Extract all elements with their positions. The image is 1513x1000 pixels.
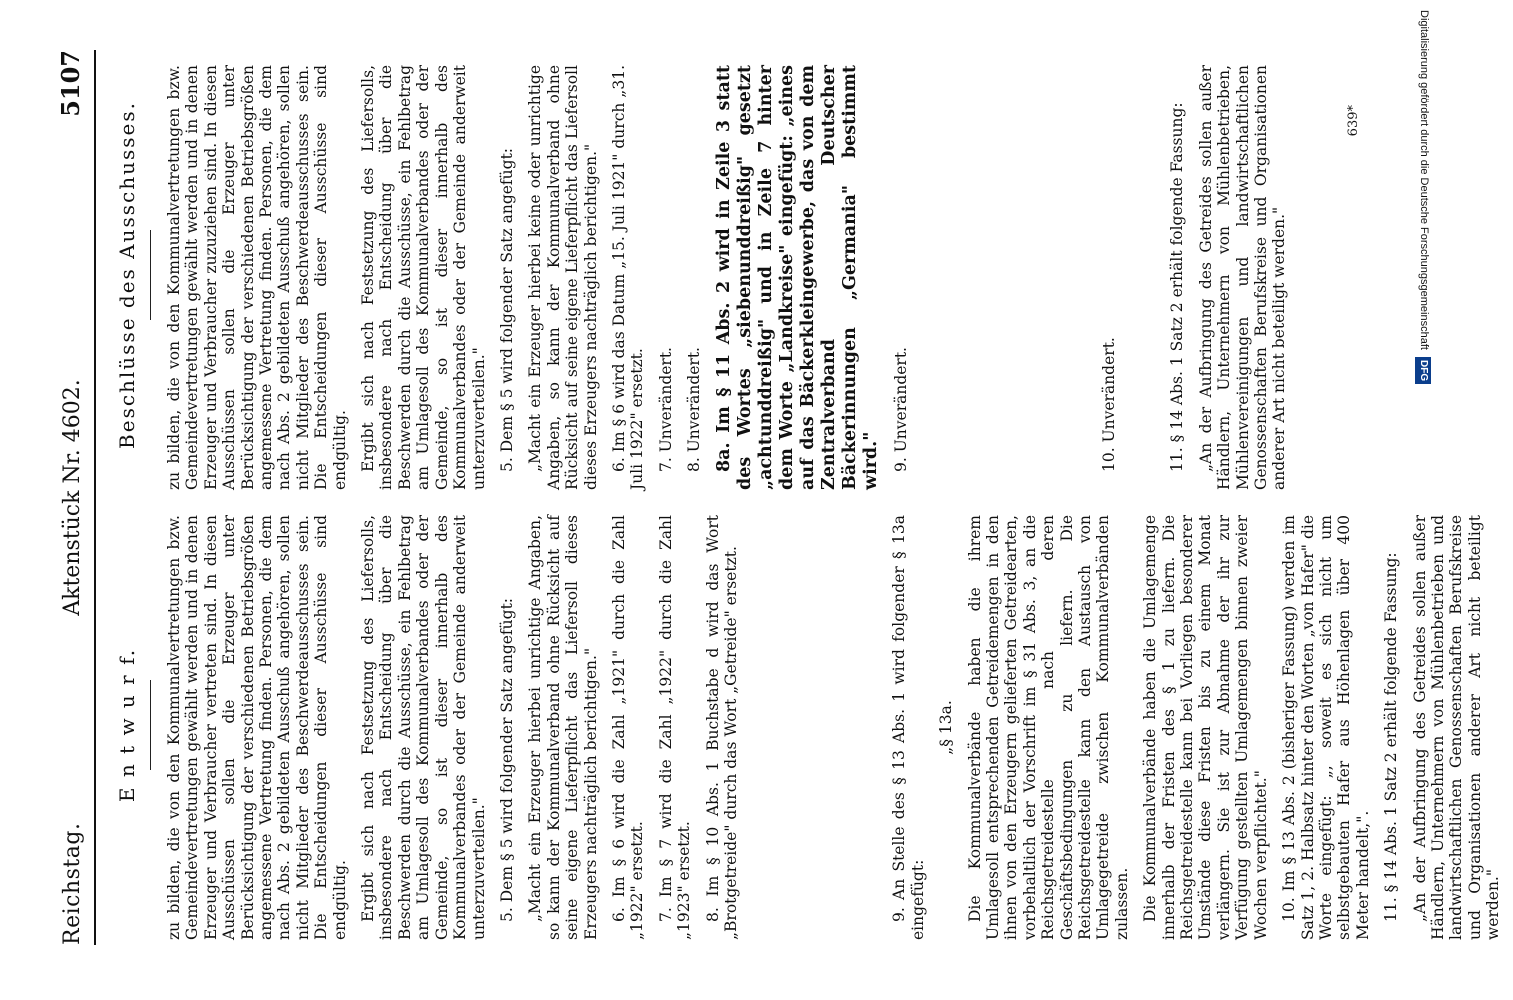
- paragraph: 5. Dem § 5 wird folgender Satz angefügt:: [497, 597, 516, 922]
- paragraph: 6. Im § 6 wird das Datum „15. Juli 1921" durch „31. Juli 1922" ersetzt.: [609, 65, 647, 490]
- spacer: [1060, 65, 1100, 490]
- right-column: [165, 65, 1299, 490]
- spacer: [920, 65, 1060, 490]
- section-title: „§ 13a.: [937, 700, 956, 755]
- dfg-logo: DFG: [1415, 357, 1431, 384]
- left-column: [165, 515, 1513, 940]
- paragraph: 10. Unverändert.: [1099, 337, 1118, 472]
- spacer: [1128, 65, 1168, 490]
- paragraph: 7. Im § 7 wird die Zahl „1922" durch die Zahl „1923" ersetzt.: [656, 515, 694, 940]
- paragraph: 11. § 14 Abs. 1 Satz 2 erhält folgende Fassung:: [1168, 102, 1187, 472]
- paragraph: „An der Aufbringung des Getreides sollen außer Händlern, Unternehmern von Mühlenbetrieben, Mühlenvereinigungen und landwirtschaftlichen Genossenschaften Berufskreise und Organisationen anderer Art nicht beteiligt werden.": [1196, 65, 1289, 490]
- digitization-text: Digitalisierung gefördert durch die Deutsche Forschungsgemeinschaft: [1418, 10, 1430, 350]
- paragraph: „Macht ein Erzeuger hierbei unrichtige Angaben, so kann der Kommunalverband ohne Rücksicht auf seine eigene Lieferpflicht das Liefersoll dieses Erzeugers nachträglich berichtigen.": [526, 515, 600, 940]
- paragraph: Die Kommunalverbände haben die Umlagemenge innerhalb der Fristen des § 1 zu liefern. Die Reichsgetreidestelle kann bei Vorliegen besonderer Umstände diese Fristen bis zu einem Monat verlängern. Sie ist zur Abnahme der ihr zur Verfügung gestellten Umlagemengen binnen zweier Wochen verpflichtet.": [1141, 515, 1270, 940]
- paragraph: 9. Unverändert.: [891, 347, 910, 472]
- header-page-number: 5107: [56, 50, 85, 117]
- paragraph: zu bilden, die von den Kommunalvertretungen bzw. Gemeindevertretungen gewählt werden und in denen Erzeuger und Verbraucher vertreten sind. In diesen Ausschüssen sollen die Erzeuger unter Berücksichtigung der verschiedenen Betriebsgrößen angemessene Vertretung finden. Personen, die dem nach Abs. 2 gebildeten Ausschuß angehören, sollen nicht Mitglieder des Beschwerdeausschusses sein. Die Entscheidungen dieser Ausschüsse sind endgültig.: [165, 515, 349, 940]
- header-aktenstueck: Aktenstück Nr. 4602.: [60, 379, 85, 616]
- paragraph: Die Kommunalverbände haben die ihrem Umlagesoll entsprechenden Getreidemengen in den ihnen von den Erzeugern gelieferten Getreidearten, vorbehaltlich der Vorschrift im § 31 Abs. 3, an die Reichsgetreidestelle nach deren Geschäftsbedingungen zu liefern. Die Reichsgetreidestelle kann den Austausch von Umlagegetreide zwischen Kommunalverbänden zulassen.: [965, 515, 1131, 940]
- paragraph: 11. § 14 Abs. 1 Satz 2 erhält folgende Fassung:: [1382, 552, 1401, 922]
- paragraph: „Macht ein Erzeuger hierbei keine oder unrichtige Angaben, so kann der Kommunalverband ohne Rücksicht auf seine eigene Lieferpflicht das Liefersoll dieses Erzeugers nachträglich berichtigen.": [526, 65, 600, 490]
- paragraph: „An der Aufbringung des Getreides sollen außer Händlern, Unternehmern von Mühlenbetrieben und landwirtschaftlichen Genossenschaften Berufskreise und Organisationen anderer Art nicht beteiligt werden.": [1410, 515, 1503, 940]
- paragraph: 9. An Stelle des § 13 Abs. 1 wird folgender § 13a eingefügt:: [890, 515, 927, 940]
- sheet-number: 639*: [1346, 105, 1361, 137]
- header-reichstag: Reichstag.: [60, 822, 85, 945]
- paragraph: 10. Im § 13 Abs. 2 (bisheriger Fassung) werden im Satz 1, 2. Halbsatz hinter den Worten „von Hafer" die Worte eingefügt: „, soweit es sich nicht um selbstgebauten Hafer aus Höhenlagen über 400 Meter handelt,".: [1280, 515, 1372, 940]
- paragraph: 7. Unverändert.: [656, 347, 675, 472]
- right-column-heading: Beschlüsse des Ausschusses.: [115, 101, 139, 449]
- paragraph: Ergibt sich nach Festsetzung des Liefersolls, insbesondere nach Entscheidung über die Beschwerden durch die Ausschüsse, ein Fehlbetrag am Umlagesoll des Kommunalverbandes oder der Gemeinde, so ist dieser innerhalb des Kommunalverbandes oder der Gemeinde anderweit unterzuverteilen.": [359, 65, 488, 490]
- left-column-heading: E n t w u r f.: [115, 647, 139, 803]
- paragraph: 8. Im § 10 Abs. 1 Buchstabe d wird das Wort „Brotgetreide" durch das Wort „Getreide" ersetzt.: [703, 515, 740, 940]
- paragraph: 5. Dem § 5 wird folgender Satz angefügt:: [497, 147, 516, 472]
- paragraph: Ergibt sich nach Festsetzung des Liefersolls, insbesondere nach Entscheidung über die Beschwerden durch die Ausschüsse, ein Fehlbetrag am Umlagesoll des Kommunalverbandes oder der Gemeinde, so ist dieser innerhalb des Kommunalverbandes oder der Gemeinde anderweit unterzuverteilen.": [359, 515, 488, 940]
- paragraph: zu bilden, die von den Kommunalvertretungen bzw. Gemeindevertretungen gewählt werden und in denen Erzeuger und Verbraucher zuzuziehen sind. In diesen Ausschüssen sollen die Erzeuger unter Berücksichtigung der verschiedenen Betriebsgrößen angemessene Vertretung finden. Personen, die dem nach Abs. 2 gebildeten Ausschuß angehören, sollen nicht Mitglieder des Beschwerdeausschusses sein. Die Entscheidungen dieser Ausschüsse sind endgültig.: [165, 65, 349, 490]
- paragraph: 8. Unverändert.: [685, 347, 704, 472]
- left-heading-rule: [150, 680, 151, 770]
- paragraph-amendment-8a: 8a. Im § 11 Abs. 2 wird in Zeile 3 statt des Wortes „siebenunddreißig" gesetzt „achtunddreißig" und in Zeile 7 hinter dem Worte „Landkreise" eingefügt: „eines auf das Bäckerkleingewerbe, das von dem Zentralverband Deutscher Bäckerinnungen „Germania" bestimmt wird.": [713, 65, 881, 490]
- spacer: [750, 515, 890, 940]
- paragraph: 6. Im § 6 wird die Zahl „1921" durch die Zahl „1922" ersetzt.: [609, 515, 647, 940]
- digitization-note: [1416, 10, 1432, 690]
- page-header: [56, 50, 96, 945]
- right-heading-rule: [150, 230, 151, 320]
